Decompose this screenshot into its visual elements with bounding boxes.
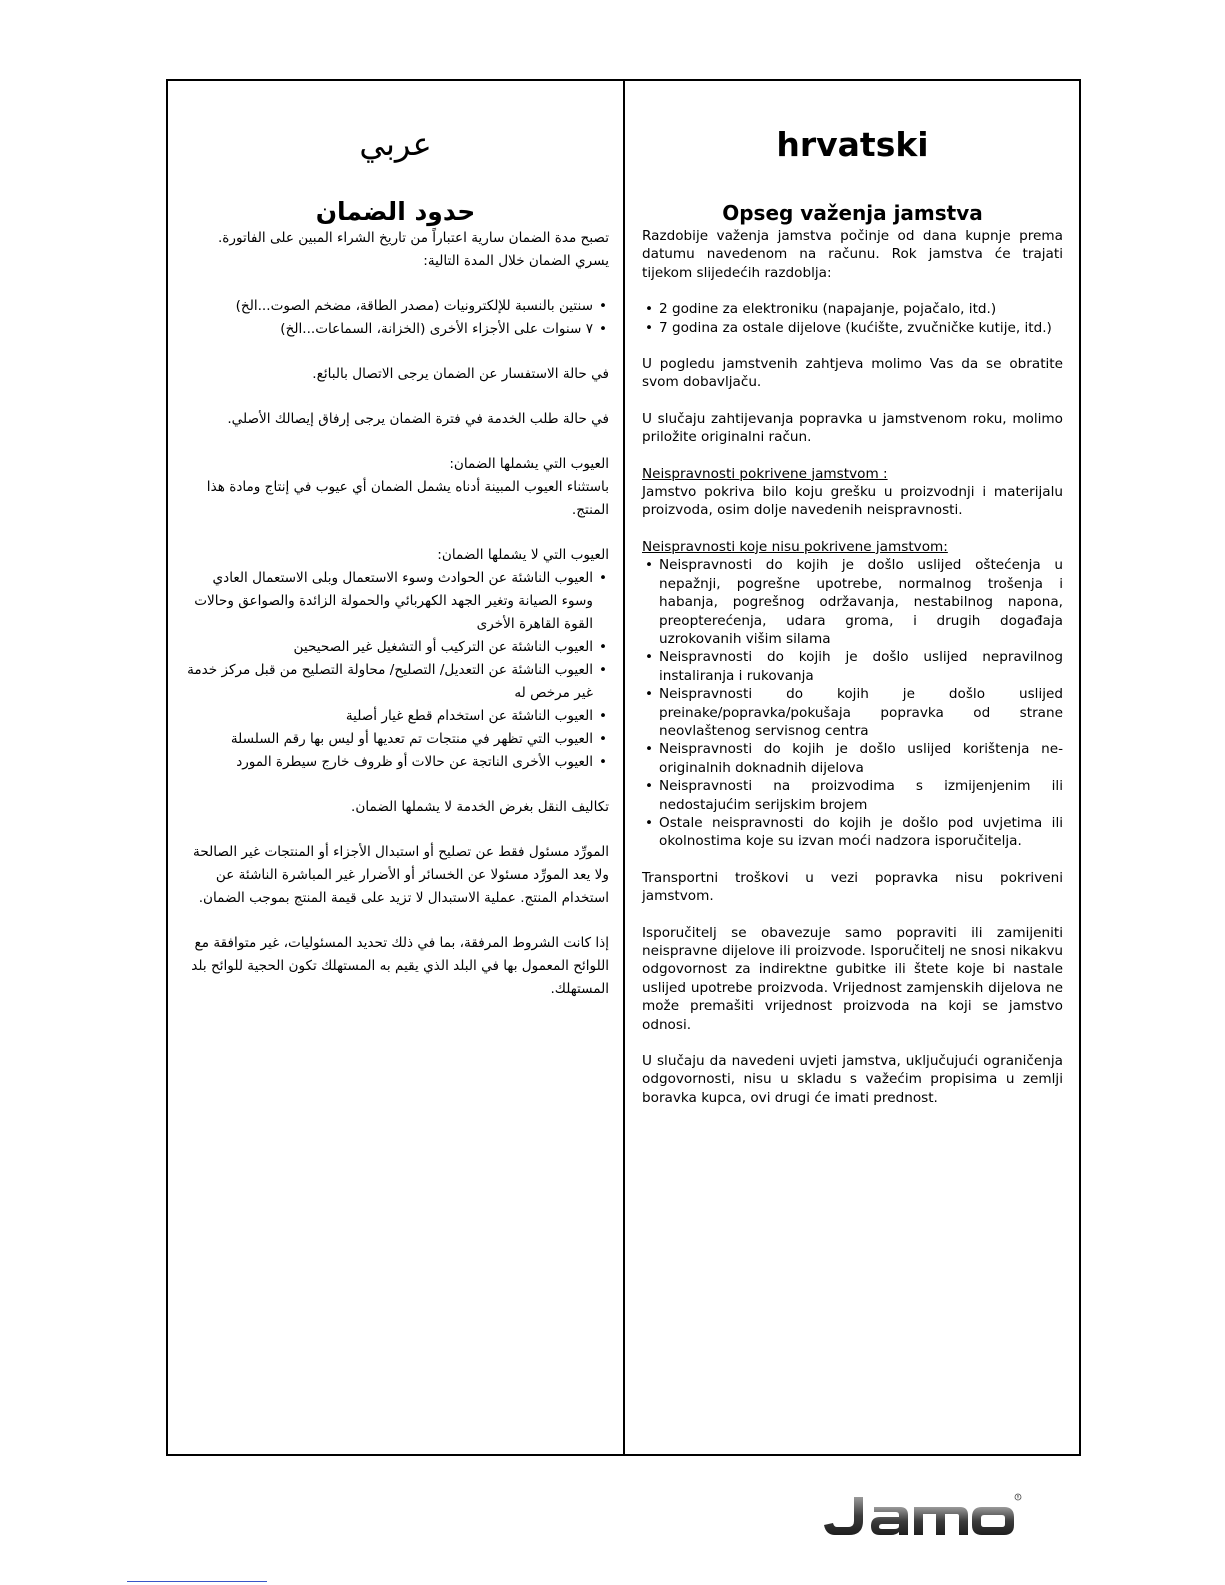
list-item: • Ostale neispravnosti do kojih je došlo pod uvjetima ili okolnostima koje su izvan moći nadzora isporučitelja.	[642, 814, 1063, 851]
croatian-contact-dealer: U pogledu jamstvenih zahtjeva molimo Vas da se obratite svom dobavljaču.	[642, 356, 1063, 391]
arabic-column	[168, 81, 623, 1454]
croatian-covered-heading: Neispravnosti pokrivene jamstvom :	[642, 465, 888, 482]
list-item: • Neispravnosti do kojih je došlo uslijed preinake/popravka/pokušaja popravka od strane neovlaštenog servisnog centra	[642, 685, 1063, 740]
croatian-receipt: U slučaju zahtijevanja popravka u jamstvenom roku, molimo priložite originalni račun.	[642, 410, 1063, 446]
croatian-column	[625, 81, 1081, 1454]
croatian-section-title: Opseg važenja jamstva	[722, 201, 983, 225]
croatian-supplier: Isporučitelj se obavezuje samo popraviti ili zamijeniti neispravne dijelove ili proizvode. Isporučitelj ne snosi nikakvu odgovornost za indirektne gubitke ili štete koje bi nastale uslijed upotrebe proizvoda. Vrijednost zamjenskih dijelova ne može premašiti vrijednost proizvoda na koji se jamstvo odnosi.	[642, 924, 1063, 1033]
arabic-covered-heading: العيوب التي يشملها الضمان:	[449, 456, 609, 472]
list-item: • العيوب الأخرى الناتجة عن حالات أو ظروف خارج سيطرة المورد	[182, 751, 609, 774]
arabic-language-title: عربي	[359, 125, 432, 163]
croatian-conflict: U slučaju da navedeni uvjeti jamstva, uključujući ograničenja odgovornosti, nisu u skladu s važećim propisima u zemlji boravka kupca, ovi drugi će imati prednost.	[642, 1053, 1063, 1106]
arabic-section-title: حدود الضمان	[315, 197, 476, 226]
footer-link-underline	[127, 1581, 267, 1582]
warranty-table	[166, 79, 1081, 1456]
list-item: • العيوب الناشئة عن التعديل/ التصليح/ محاولة التصليح من قبل مركز خدمة غير مرخص له	[182, 659, 609, 705]
arabic-intro-2: يسري الضمان خلال المدة التالية:	[423, 253, 609, 269]
arabic-not-covered-list	[182, 567, 609, 774]
list-item: • العيوب الناشئة عن التركيب أو التشغيل غير الصحيحين	[182, 636, 609, 659]
arabic-periods-list	[182, 295, 609, 341]
arabic-supplier: المورِّد مسئول فقط عن تصليح أو استبدال الأجزاء أو المنتجات غير الصالحة ولا يعد المورِّد مسئولا عن الخسائر أو الأضرار غير المباشرة الناشئة عن استخدام المنتج. عملية الاستبدال لا تزيد على قيمة المنتج بموجب الضمان.	[193, 844, 609, 906]
arabic-conflict: إذا كانت الشروط المرفقة، بما في ذلك تحديد المسئوليات، غير متوافقة مع اللوائح المعمول بها في البلد الذي يقيم به المستهلك تكون الحجية للوائح بلد المستهلك.	[191, 935, 609, 997]
list-item: • Neispravnosti na proizvodima s izmijenjenim ili nedostajućim serijskim brojem	[642, 777, 1063, 814]
jamo-logo	[822, 1493, 1022, 1537]
croatian-covered-text: Jamstvo pokriva bilo koju grešku u proizvodnji i materijalu proizvoda, osim dolje navedenih neispravnosti.	[642, 484, 1063, 519]
croatian-intro: Razdobije važenja jamstva počinje od dana kupnje prema datumu navedenom na računu. Rok jamstva će trajati tijekom slijedećih razdoblja:	[642, 228, 1063, 281]
list-item: • Neispravnosti do kojih je došlo uslijed korištenja ne-originalnih doknadnih dijelova	[642, 740, 1063, 777]
croatian-not-covered-heading: Neispravnosti koje nisu pokrivene jamstvom:	[642, 538, 948, 555]
croatian-not-covered-list	[642, 556, 1063, 851]
svg-text:R: R	[1016, 1494, 1020, 1500]
list-item: • Neispravnosti do kojih je došlo uslijed oštećenja u nepažnji, pogrešne upotrebe, normalnog trošenja i habanja, pogrešnog održavanja, nestabilnog napona, preopterećenja, udara groma, i drugih događaja uzrokovanih višim silama	[642, 556, 1063, 648]
list-item: • Neispravnosti do kojih je došlo uslijed nepravilnog instaliranja i rukovanja	[642, 648, 1063, 685]
list-item: • العيوب التي تظهر في منتجات تم تعديها أو ليس بها رقم السلسلة	[182, 728, 609, 751]
list-item: • العيوب الناشئة عن استخدام قطع غيار أصلية	[182, 705, 609, 728]
arabic-not-covered-heading: العيوب التي لا يشملها الضمان:	[437, 547, 609, 563]
croatian-transport: Transportni troškovi u vezi popravka nisu pokriveni jamstvom.	[642, 869, 1063, 905]
arabic-receipt: في حالة طلب الخدمة في فترة الضمان يرجى إرفاق إيصالك الأصلي.	[227, 411, 609, 427]
croatian-language-title: hrvatski	[776, 125, 929, 164]
list-item: • 7 godina za ostale dijelove (kućište, zvučničke kutije, itd.)	[642, 319, 1063, 337]
arabic-intro-1: تصبح مدة الضمان سارية اعتباراً من تاريخ الشراء المبين على الفاتورة.	[217, 230, 609, 246]
arabic-transport: تكاليف النقل بغرض الخدمة لا يشملها الضمان.	[351, 799, 609, 815]
list-item: • العيوب الناشئة عن الحوادث وسوء الاستعمال وبلى الاستعمال العادي وسوء الصيانة وتغير الجهد الكهربائي والحمولة الزائدة والصواعق وحالات القوة القاهرة الأخرى	[182, 567, 609, 636]
arabic-contact-dealer: في حالة الاستفسار عن الضمان يرجى الاتصال بالبائع.	[312, 366, 609, 382]
list-item: • 2 godine za elektroniku (napajanje, pojačalo, itd.)	[642, 300, 1063, 318]
croatian-periods-list	[642, 300, 1063, 337]
list-item: • ٧ سنوات على الأجزاء الأخرى (الخزانة، السماعات...الخ)	[182, 318, 609, 341]
list-item: • سنتين بالنسبة للإلكترونيات (مصدر الطاقة، مضخم الصوت...الخ)	[182, 295, 609, 318]
arabic-covered-text: باستثناء العيوب المبينة أدناه يشمل الضمان أي عيوب في إنتاج ومادة هذا المنتج.	[206, 479, 609, 518]
